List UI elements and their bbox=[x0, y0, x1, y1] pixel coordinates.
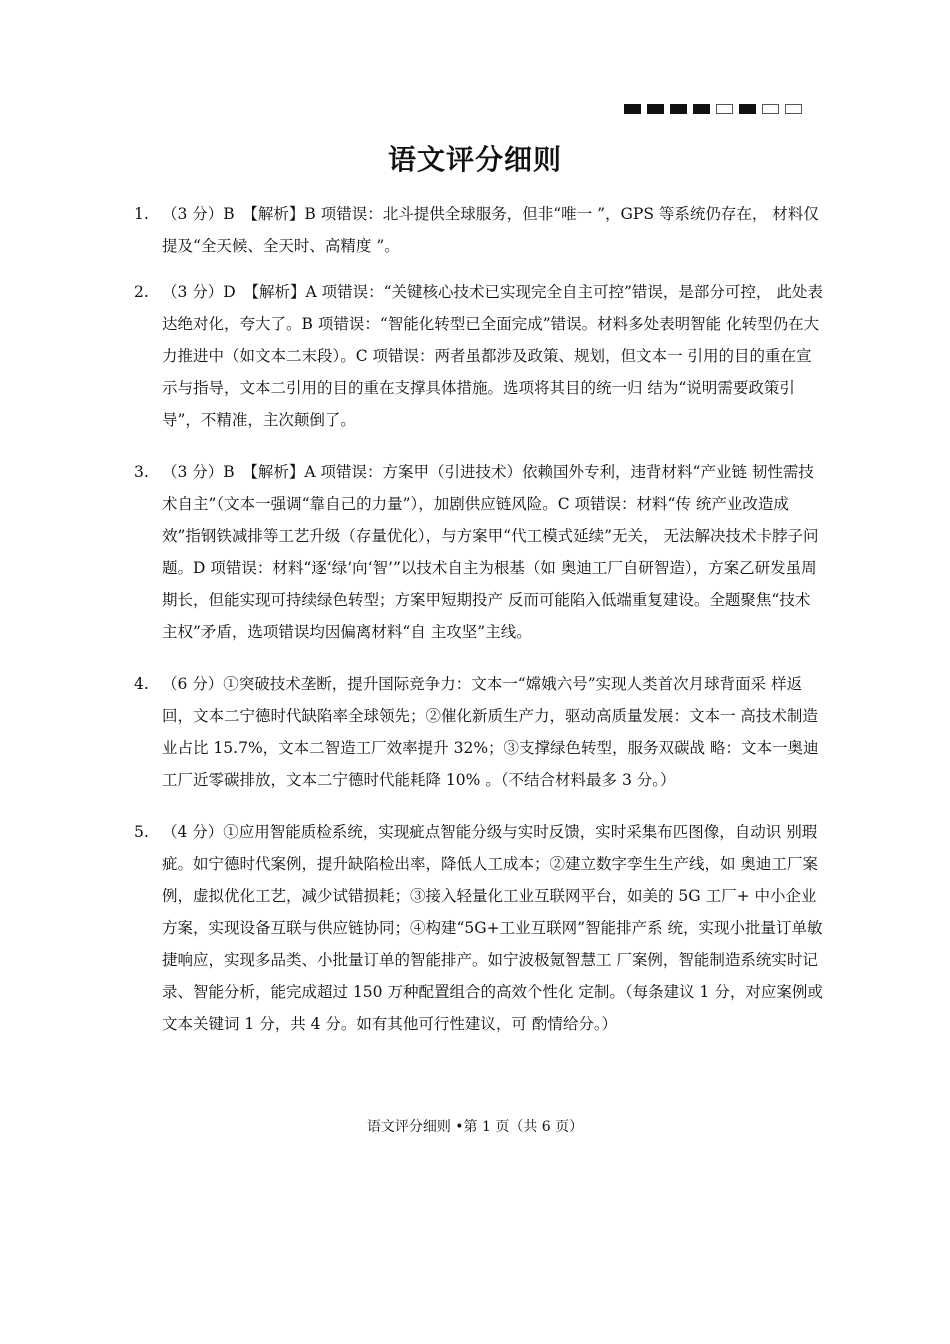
page-footer: 语文评分细则 •第 1 页（共 6 页） bbox=[366, 1119, 584, 1135]
answer-item bbox=[134, 668, 824, 796]
item-text: （6 分）①突破技术垄断，提升国际竞争力：文本一“嫦娥六号”实现人类首次月球背面采 样返回，文本二宁德时代缺陷率全球领先；②催化新质生产力，驱动高质量发展：文本一 高技术制造业占比 15.7%，文本二智造工厂效率提升 32%；③支撑绿色转型，服务双碳战 略：文本一奥迪工厂近零碳排放，文本二宁德时代能耗降 10% 。（不结合材料最多 3 分。） bbox=[162, 675, 819, 789]
answer-item bbox=[134, 276, 824, 436]
filled-square-mark bbox=[670, 104, 687, 114]
filled-square-mark bbox=[739, 104, 756, 114]
item-number: 5. bbox=[134, 823, 149, 841]
item-text: （3 分）B 【解析】A 项错误：方案甲（引进技术）依赖国外专利，违背材料“产业链 韧性需技术自主”（文本一强调“靠自己的力量”），加剧供应链风险。C 项错误：材料“传 统产业改造成效”指钢铁减排等工艺升级（存量优化），与方案甲“代工模式延续”无关， 无法解决技术卡脖子问题。D 项错误：材料“逐‘绿’向‘智’”以技术自主为根基（如 奥迪工厂自研智造），方案乙研发虽周期长，但能实现可持续绿色转型；方案甲短期投产 反而可能陷入低端重复建设。全题聚焦“技术主权”矛盾，选项错误均因偏离材料“自 主攻坚”主线。 bbox=[162, 463, 819, 641]
header-marks bbox=[624, 104, 802, 114]
empty-square-mark bbox=[785, 104, 802, 114]
empty-square-mark bbox=[716, 104, 733, 114]
item-number: 1. bbox=[134, 205, 149, 223]
answer-item bbox=[134, 816, 824, 1040]
filled-square-mark bbox=[693, 104, 710, 114]
answer-item bbox=[134, 198, 824, 262]
page-title: 语文评分细则 bbox=[387, 143, 562, 176]
filled-square-mark bbox=[647, 104, 664, 114]
item-number: 2. bbox=[134, 283, 149, 301]
item-text: （4 分）①应用智能质检系统，实现疵点智能分级与实时反馈，实时采集布匹图像，自动识 别瑕疵。如宁德时代案例，提升缺陷检出率，降低人工成本；②建立数字孪生生产线，如 奥迪工厂案例，虚拟优化工艺，减少试错损耗；③接入轻量化工业互联网平台，如美的 5G 工厂+ 中小企业方案，实现设备互联与供应链协同；④构建“5G+工业互联网”智能排产系 统，实现小批量订单敏捷响应，实现多品类、小批量订单的智能排产。如宁波极氪智慧工 厂案例，智能制造系统实时记录、智能分析，能完成超过 150 万种配置组合的高效个性化 定制。（每条建议 1 分，对应案例或文本关键词 1 分，共 4 分。如有其他可行性建议，可 酌情给分。） bbox=[162, 823, 823, 1033]
item-number: 3. bbox=[134, 463, 149, 481]
answer-item bbox=[134, 456, 824, 648]
item-number: 4. bbox=[134, 675, 149, 693]
item-text: （3 分）D 【解析】A 项错误：“关键核心技术已实现完全自主可控”错误，是部分可控， 此处表达绝对化，夸大了。B 项错误：“智能化转型已全面完成”错误。材料多处表明智能 化转型仍在大力推进中（如文本二末段）。C 项错误：两者虽都涉及政策、规划，但文本一 引用的目的重在宣示与指导，文本二引用的目的重在支撑具体措施。选项将其目的统一归 结为“说明需要政策引导”，不精准，主次颠倒了。 bbox=[162, 283, 823, 429]
empty-square-mark bbox=[762, 104, 779, 114]
item-text: （3 分）B 【解析】B 项错误：北斗提供全球服务，但非“唯一 ”，GPS 等系统仍存在， 材料仅提及“全天候、全天时、高精度 ”。 bbox=[162, 205, 819, 255]
answer-list bbox=[134, 198, 824, 1040]
filled-square-mark bbox=[624, 104, 641, 114]
